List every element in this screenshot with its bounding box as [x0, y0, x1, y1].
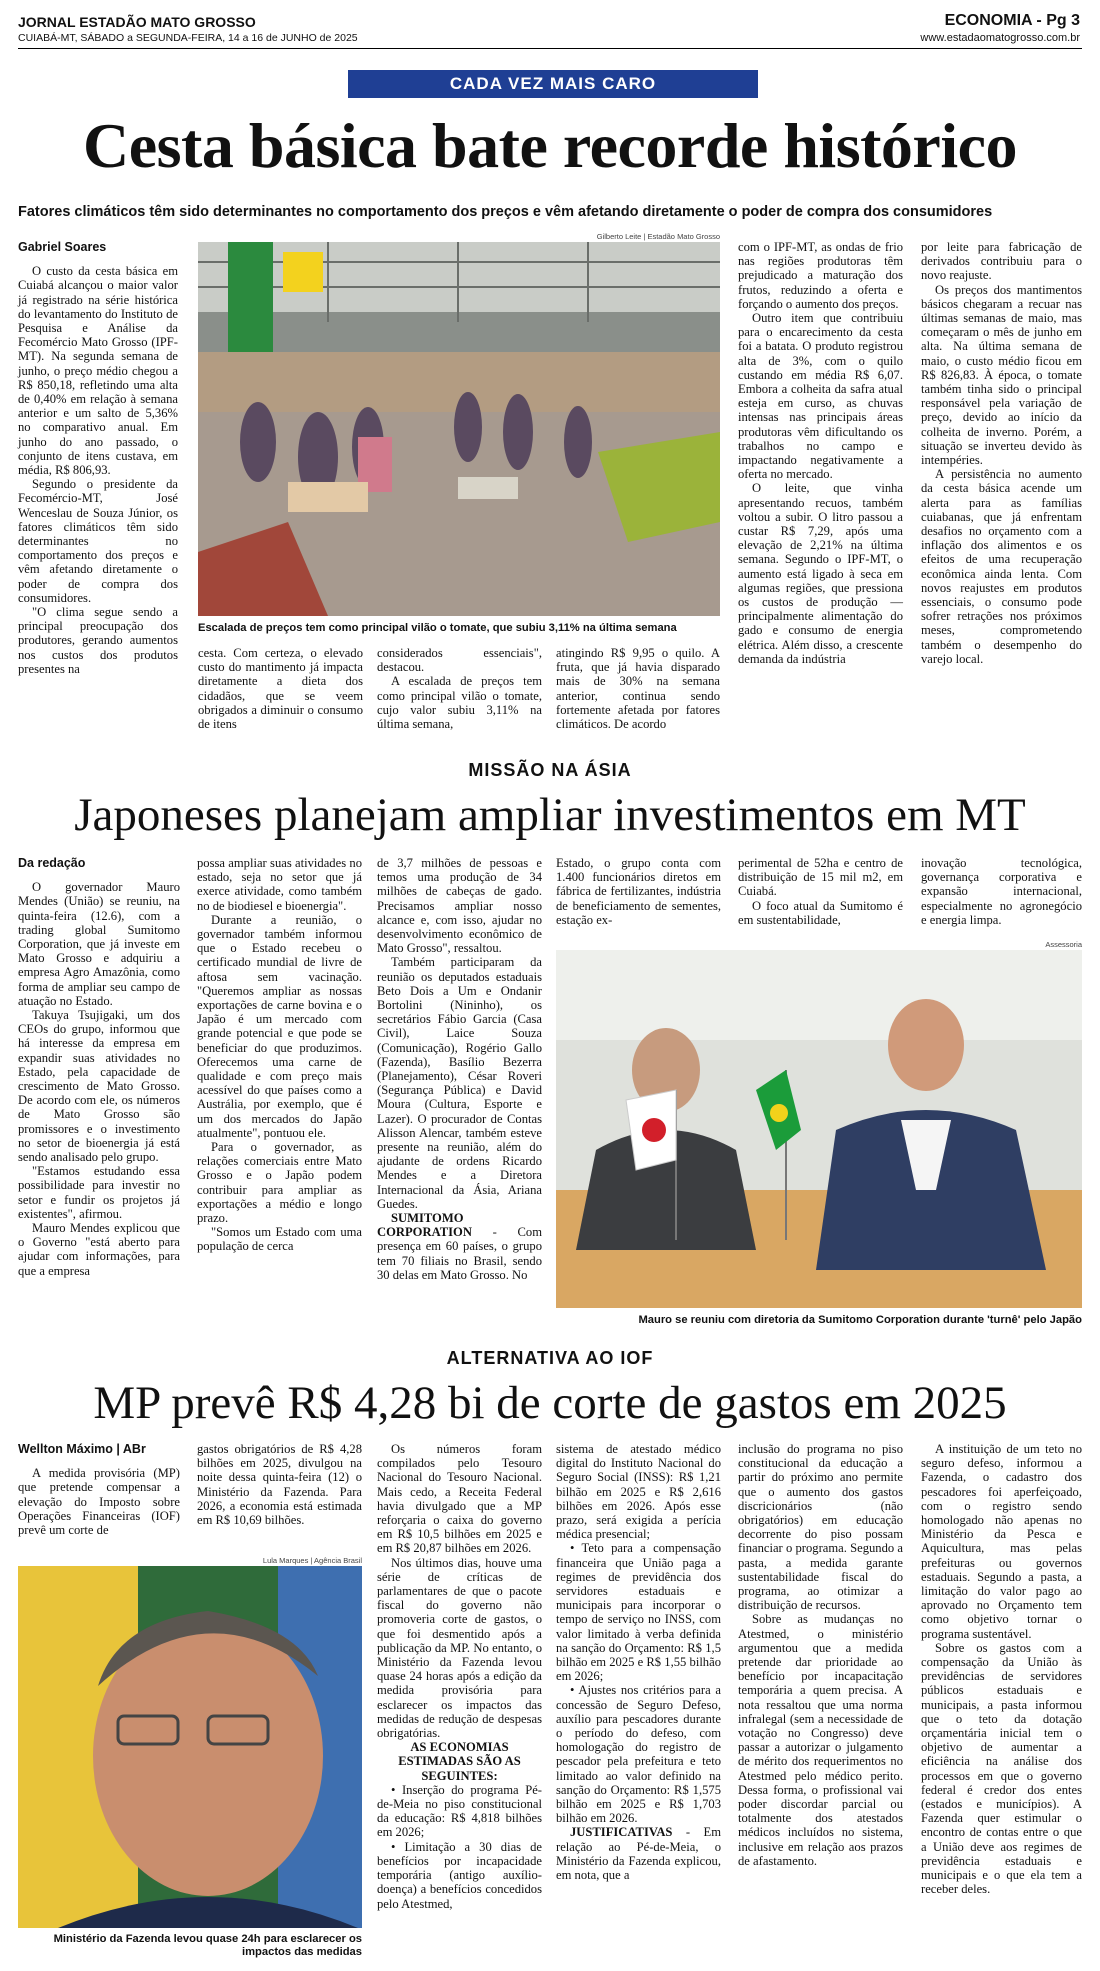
paragraph: O foco atual da Sumitomo é em sustentabilidade, — [738, 898, 903, 927]
headline-japoneses: Japoneses planejam ampliar investimentos em MT — [74, 789, 1026, 841]
paragraph: sistema de atestado médico digital do Instituto Nacional do Seguro Social (INSS): R$ 1,21 bilhão em 2025 e R$ 2,616 bilhões em 2026. Após esse prazo, será exigida a perícia médica presencial; — [556, 1442, 721, 1542]
article-cesta-col2 — [198, 646, 363, 731]
paragraph: possa ampliar suas atividades no estado, seja no setor que já exerce atividade, como também no de biodiesel e bioenergia". — [197, 856, 362, 913]
article-cesta-col5 — [738, 240, 903, 666]
article-cesta-col4 — [556, 646, 720, 731]
article-mp-col1 — [18, 1442, 180, 1537]
article-japao-col6 — [921, 856, 1082, 927]
paragraph: O governador Mauro Mendes (União) se reuniu, na quinta-feira (12.6), com a trading global Sumitomo Corporation, que já investe em Mato Grosso e adquiriu a empresa Agro Amazônia, como forma de ampliar seu campo de atuação no Estado. — [18, 880, 180, 1008]
paragraph: "O clima segue sendo a principal preocupação dos produtores, gerando aumentos nos custos dos produtos presentes na — [18, 605, 178, 676]
byline: Da redação — [18, 856, 86, 870]
paragraph: SUMITOMO CORPORATION - Com presença em 60 países, o grupo tem 70 filiais no Brasil, sendo 30 delas em Mato Grosso. No — [377, 1211, 542, 1282]
paragraph: Os números foram compilados pelo Tesouro Nacional do Tesouro Nacional. Mais cedo, a Receita Federal havia divulgado que a MP reforçaria o caixa do governo em R$ 10,5 bilhões em 2025 e em R$ 20,87 bilhões em 2026. — [377, 1442, 542, 1556]
section-page: ECONOMIA - Pg 3 — [944, 12, 1080, 29]
paragraph: perimental de 52ha e centro de distribuição de 15 mil m2, em Cuiabá. — [738, 856, 903, 899]
article-japao-col5 — [738, 856, 903, 927]
article-japao-col1 — [18, 856, 180, 1278]
paragraph: inovação tecnológica, governança corporativa e expansão internacional, especialmente no agronegócio e energia limpa. — [921, 856, 1082, 927]
paper-name: JORNAL ESTADÃO MATO GROSSO — [18, 14, 256, 30]
paragraph: gastos obrigatórios de R$ 4,28 bilhões em 2025, divulgou na noite dessa quinta-feira (12) o Ministério da Fazenda. Para 2026, a economia está estimada em R$ 10,69 bilhões. — [197, 1442, 362, 1528]
paragraph: A instituição de um teto no seguro defeso, informou a Fazenda, o cadastro dos pescadores foi aperfeiçoado, com o registro sendo homologado não apenas no Ministério da Pesca e Aquicultura, mas pelas prefeituras ou governos estaduais. Segundo a pasta, a limitação do valor pago ao aprovado no Orçamento tem como objetivo tornar o programa sustentável. — [921, 1442, 1082, 1641]
byline: Gabriel Soares — [18, 240, 107, 254]
paragraph: Também participaram da reunião os deputados estaduais Beto Dois a Um e Ondanir Bortolini (Nininho), os secretários Fábio Garcia (Casa Civil), Laice Souza (Comunicação), Rogério Gallo (Fazenda), Basílio Bezerra (Planejamento), César Roveri (Segurança Pública) e David Moura (Cultura, Esporte e Lazer). O procurador de Contas Alisson Alencar, também esteve presente na reunião, além do ajudante de ordens Ricardo Mendes e a Diretora Internacional da Ásia, Ariana Guedes. — [377, 955, 542, 1211]
kicker-asia: MISSÃO NA ÁSIA — [468, 760, 632, 780]
kicker-bar: CADA VEZ MAIS CARO — [348, 70, 758, 98]
paragraph: Para o governador, as relações comerciais entre Mato Grosso e o Japão podem contribuir para ampliar as exportações a médio e longo prazo. — [197, 1140, 362, 1226]
article-japao-col4 — [556, 856, 721, 927]
article-mp-col5 — [738, 1442, 903, 1868]
kicker-iof: ALTERNATIVA AO IOF — [446, 1348, 654, 1368]
deck-cesta: Fatores climáticos têm sido determinantes no comportamento dos preços e vêm afetando diretamente o poder de compra dos consumidores — [18, 204, 993, 220]
headline-cesta: Cesta básica bate recorde histórico — [83, 110, 1017, 181]
photo-credit: Lula Marques | Agência Brasil — [262, 1556, 362, 1565]
paragraph: "Somos um Estado com uma população de cerca — [197, 1225, 362, 1254]
article-japao-col2 — [197, 856, 362, 1254]
photo-caption: Mauro se reuniu com diretoria da Sumitomo Corporation durante 'turnê' pelo Japão — [638, 1314, 1082, 1326]
paragraph: inclusão do programa no piso constitucional da educação a partir do próximo ano permite que o aumento dos gastos discricionários (não obrigatórios) em educação decorrente do piso possam financiar o programa. Segundo a pasta, a medida garante sustentabilidade fiscal do programa, ao otimizar a distribuição de recursos. — [738, 1442, 903, 1613]
subhead: JUSTIFICATIVAS — [570, 1825, 673, 1840]
paragraph: Durante a reunião, o governador também informou que o Estado recebeu o certificado mundial de livre de aftosa sem vacinação. "Queremos ampliar as nossas exportações de carne bovina e o Japão é um mercado com grande potencial e que pode se beneficiar do que produzimos. Oferecemos uma carne de qualidade e com preço mais acessível do que países como a Austrália, por exemplo, que é um dos mercados do Japão atualmente", pontuou ele. — [197, 912, 362, 1140]
paragraph: JUSTIFICATIVAS - Em relação ao Pé-de-Meia, o Ministério da Fazenda explicou, em nota, que a — [556, 1825, 721, 1883]
paragraph: Os preços dos mantimentos básicos chegaram a recuar nas últimas semanas de maio, mas começaram o mês de junho em alta. Na última semana de maio, o custo médio ficou em R$ 826,83. À época, o tomate também tinha sido o principal responsável pela variação de preço, devido ao início da colheita de inverno. Porém, a situação se inverteu devido às intempéries. — [921, 282, 1082, 468]
paragraph: O leite, que vinha apresentando recuos, também voltou a subir. O litro passou a custar R$ 7,29, após uma elevação de 2,21% na última semana. Segundo o IPF-MT, o aumento está ligado à seca em algumas regiões, que pressiona os custos de produção — principalmente alimentação do gado e consumo de energia elétrica. Além disso, a crescente demanda da indústria — [738, 481, 903, 666]
article-mp-col4 — [556, 1442, 721, 1882]
paragraph: Sobre os gastos com a compensação da União às previdências de servidores públicos estaduais e municipais, a pasta informou que o teto da dotação orçamentária inicial tem o objetivo de aumentar a eficiência na análise dos processos em que o governo federal é credor dos entes (estados e municípios). A Fazenda quer estimular o encontro de contas entre o que a União deve aos regimes de previdência estaduais e municipais e o que ela tem a receber deles. — [921, 1640, 1082, 1897]
paragraph: "Estamos estudando essa possibilidade para investir no setor e fundir os projetos já existentes", afirmou. — [18, 1164, 180, 1221]
meeting-photo — [556, 950, 1082, 1308]
minister-photo — [18, 1566, 362, 1928]
subhead: AS ECONOMIAS ESTIMADAS SÃO AS SEGUINTES: — [398, 1740, 521, 1783]
paragraph: cesta. Com certeza, o elevado custo do mantimento já impacta diretamente a dieta dos cidadãos, que se veem obrigados a diminuir o consumo de itens — [198, 646, 363, 732]
dateline: CUIABÁ-MT, SÁBADO a SEGUNDA-FEIRA, 14 a 16 de JUNHO de 2025 — [18, 32, 358, 44]
paragraph: por leite para fabricação de derivados contribuiu para o novo reajuste. — [921, 240, 1082, 283]
article-mp-col2 — [197, 1442, 362, 1527]
article-cesta-col1 — [18, 240, 178, 676]
market-photo — [198, 242, 720, 616]
photo-caption: Ministério da Fazenda levou quase 24h para esclarecer os impactos das medidas — [53, 1933, 362, 1958]
paragraph: Mauro Mendes explicou que o Governo "está aberto para ajudar com informações, para que a empresa — [18, 1221, 180, 1278]
article-cesta-col6 — [921, 240, 1082, 666]
photo-caption: Escalada de preços tem como principal vilão o tomate, que subiu 3,11% na última semana — [198, 622, 677, 634]
paragraph: Outro item que contribuiu para o encarecimento da cesta foi a batata. O produto registrou alta de 3%, com o quilo custando em média R$ 6,07. Embora a colheita da safra atual esteja em curso, as chuvas intensas nas principais áreas produtoras vêm dificultando os trabalhos no campo e impactando negativamente a oferta no mercado. — [738, 311, 903, 482]
paragraph: • Inserção do programa Pé-de-Meia no piso constitucional da educação: R$ 4,818 bilhões em 2026; — [377, 1782, 542, 1840]
article-mp-col6 — [921, 1442, 1082, 1897]
paragraph: considerados essenciais", destacou. — [377, 646, 542, 675]
paragraph: Takuya Tsujigaki, um dos CEOs do grupo, informou que há interesse da empresa em expandir suas atividades no Estado, pela capacidade de crescimento de Mato Grosso. De acordo com ele, os números de Mato Grosso são promissores e o investimento no setor de bioenergia já está sendo analisado pelo grupo. — [18, 1008, 180, 1165]
paragraph: A medida provisória (MP) que pretende compensar a elevação do Imposto sobre Operações Financeiras (IOF) prevê um corte de — [18, 1466, 180, 1538]
paragraph: • Limitação a 30 dias de benefícios por incapacidade temporária (antigo auxílio-doença) a benefícios concedidos pelo Atestmed, — [377, 1839, 542, 1911]
paragraph: • Ajustes nos critérios para a concessão de Seguro Defeso, auxílio para pescadores durante o período do defeso, com homologação do registro de pescador pela prefeitura e teto limitado ao valor definido na sanção do Orçamento: R$ 1,575 bilhão em 2025 e R$ 1,703 bilhão em 2026. — [556, 1683, 721, 1826]
paragraph: Nos últimos dias, houve uma série de críticas de parlamentares de que o pacote fiscal do governo não promoveria corte de gastos, o que foi desmentido após a publicação da MP. No entanto, o Ministério da Fazenda levou quase 24 horas após a edição da medida provisória para esclarecer os impactos das medidas de redução de despesas obrigatórias. — [377, 1555, 542, 1741]
paragraph: A escalada de preços tem como principal vilão o tomate, cujo valor subiu 3,11% na última semana, — [377, 674, 542, 732]
paragraph: Segundo o presidente da Fecomércio-MT, José Wenceslau de Souza Júnior, os fatores climáticos têm sido determinantes no comportamento dos preços e vêm afetando diretamente o poder de compra dos consumidores. — [18, 477, 178, 605]
paragraph: A persistência no aumento da cesta básica acende um alerta para as famílias cuiabanas, que já enfrentam desafios no orçamento com a inflação dos alimentos e os efeitos de uma recuperação econômica ainda lenta. Com novos reajustes em produtos essenciais, o consumo pode sofrer retrações nos próximos meses, comprometendo também o desempenho do varejo local. — [921, 467, 1082, 666]
paragraph: Estado, o grupo conta com 1.400 funcionários diretos em fábrica de fertilizantes, indústria de beneficiamento de sementes, estação ex- — [556, 856, 721, 927]
paragraph: de 3,7 milhões de pessoas e temos uma produção de 34 milhões de cabeças de gado. Precisamos ampliar nosso alcance e, com isso, ajudar no desenvolvimento econômico de Mato Grosso", ressaltou. — [377, 856, 542, 956]
masthead-rule — [18, 48, 1082, 49]
subhead: SUMITOMO CORPORATION — [377, 1211, 472, 1240]
article-mp-col3 — [377, 1442, 542, 1911]
photo-credit: Gilberto Leite | Estadão Mato Grosso — [596, 232, 720, 241]
photo-credit: Assessoria — [1045, 940, 1082, 949]
paragraph: • Teto para a compensação financeira que União paga a regimes de previdência dos servidores estaduais e municipais para incorporar o tempo de serviço no INSS, com valor limitado à verba definida na sanção do Orçamento: R$ 1,5 bilhão em 2025 e R$ 1,55 bilhão em 2026; — [556, 1541, 721, 1684]
headline-mp: MP prevê R$ 4,28 bi de corte de gastos em 2025 — [93, 1377, 1007, 1429]
paragraph: O custo da cesta básica em Cuiabá alcançou o maior valor já registrado na série histórica do levantamento do Instituto de Pesquisa e Análise da Fecomércio Mato Grosso (IPF-MT). Na segunda semana de junho, o preço médio chegou a R$ 850,18, refletindo uma alta de 0,40% em relação à semana anterior e um salto de 5,36% no comparativo anual. Em junho do ano passado, o conjunto de itens custava, em média, R$ 806,93. — [18, 264, 178, 478]
paragraph: com o IPF-MT, as ondas de frio nas regiões produtoras têm prejudicado a maturação dos frutos, reduzindo a oferta e forçando o aumento dos preços. — [738, 240, 903, 311]
article-japao-col3 — [377, 856, 542, 1282]
paragraph: atingindo R$ 9,95 o quilo. A fruta, que já havia disparado mais de 30% na semana anterior, continua sendo fortemente afetada por fatores climáticos. De acordo — [556, 646, 720, 732]
byline: Wellton Máximo | ABr — [18, 1442, 146, 1456]
article-cesta-col3 — [377, 646, 542, 731]
site-url[interactable]: www.estadaomatogrosso.com.br — [920, 32, 1080, 44]
paragraph: Sobre as mudanças no Atestmed, o ministério argumentou que a medida pretende dar prioridade ao benefício por incapacitação temporária a quem precisa. A nota ressaltou que uma norma infralegal (sem a necessidade de votação no Congresso) deve passar a autorizar o julgamento de mérito dos requerimentos no Atestmed pelo médico perito. Dessa forma, o profissional vai poder discordar parcial ou totalmente dos atestados médicos incluídos no sistema, inclusive em relação aos prazos de afastamento. — [738, 1612, 903, 1868]
